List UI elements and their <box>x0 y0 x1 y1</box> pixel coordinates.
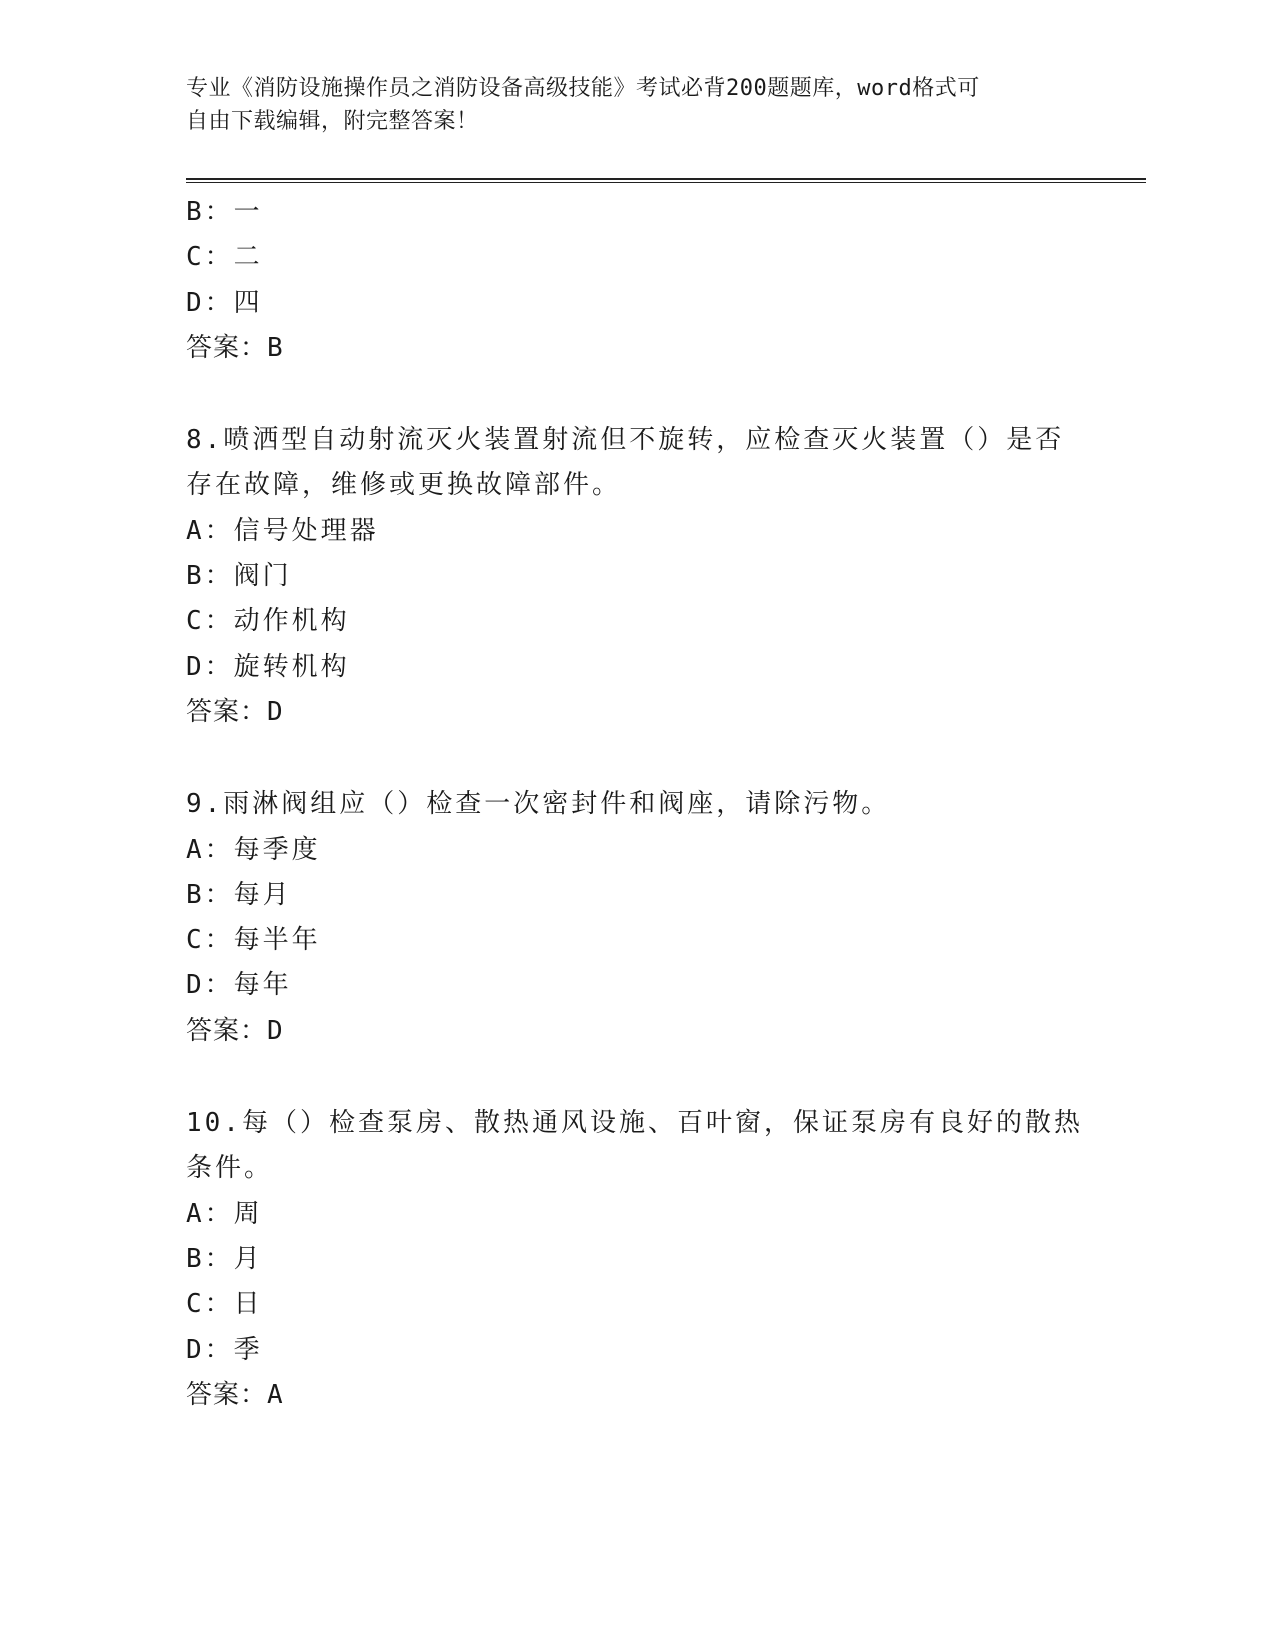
option-a: A：每季度 <box>186 834 321 865</box>
option-d: D：四 <box>186 287 263 318</box>
option-a: A：信号处理器 <box>186 515 379 546</box>
question-stem-line1: 10.每（）检查泵房、散热通风设施、百叶窗，保证泵房有良好的散热 <box>186 1108 1083 1139</box>
answer-line: 答案：B <box>186 332 284 363</box>
option-d: D：季 <box>186 1334 263 1365</box>
question-stem-line2: 存在故障，维修或更换故障部件。 <box>186 470 622 501</box>
option-b: B：每月 <box>186 879 292 910</box>
option-d: D：每年 <box>186 970 292 1001</box>
question-7-tail <box>186 190 1086 371</box>
header-divider <box>186 178 1146 183</box>
option-a: A：周 <box>186 1198 263 1229</box>
header-text-line2: 自由下载编辑，附完整答案！ <box>186 109 479 134</box>
answer-line: 答案：A <box>186 1379 284 1410</box>
question-8 <box>186 418 1086 735</box>
question-10 <box>186 1101 1086 1418</box>
document-header <box>186 72 1066 138</box>
option-c: C：二 <box>186 242 263 273</box>
question-stem-line1: 8.喷洒型自动射流灭火装置射流但不旋转，应检查灭火装置（）是否 <box>186 425 1065 456</box>
option-c: C：每半年 <box>186 925 321 956</box>
header-text-line1: 专业《消防设施操作员之消防设备高级技能》考试必背200题题库，word格式可 <box>186 76 980 101</box>
question-list <box>186 190 1086 1418</box>
option-c: C：日 <box>186 1289 263 1320</box>
question-stem-line2: 条件。 <box>186 1153 274 1184</box>
answer-line: 答案：D <box>186 696 284 727</box>
option-b: B：月 <box>186 1243 263 1274</box>
answer-line: 答案：D <box>186 1015 284 1046</box>
question-9 <box>186 782 1086 1054</box>
option-d: D：旋转机构 <box>186 651 350 682</box>
question-stem-line1: 9.雨淋阀组应（）检查一次密封件和阀座，请除污物。 <box>186 789 891 820</box>
option-b: B：一 <box>186 197 263 227</box>
option-c: C：动作机构 <box>186 606 350 637</box>
option-b: B：阀门 <box>186 561 292 592</box>
